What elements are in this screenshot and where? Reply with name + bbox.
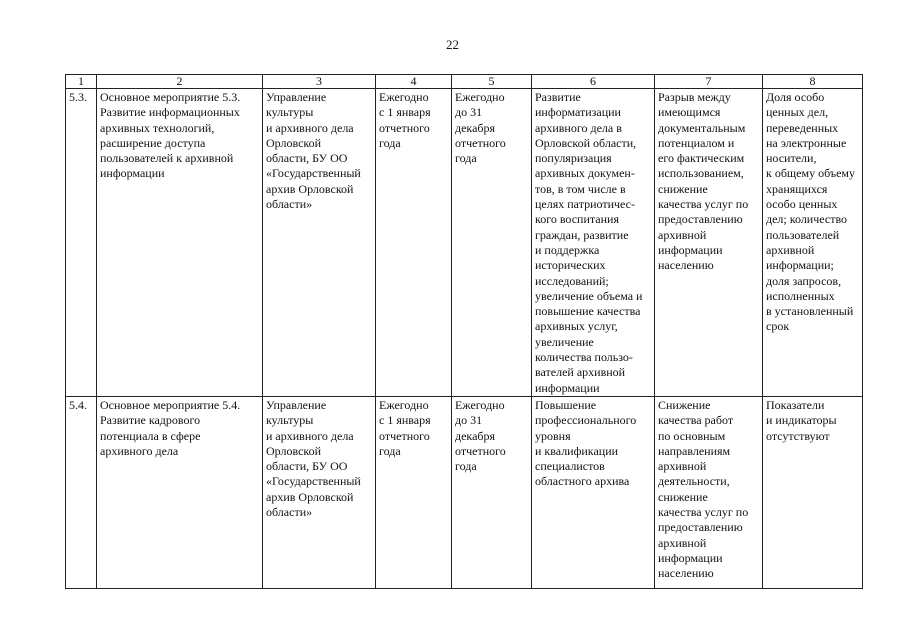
executor-cell: [263, 89, 376, 397]
cell-line: декабря: [455, 428, 496, 443]
cell-line: к общему объему: [766, 166, 856, 181]
start-date-cell: [376, 396, 452, 588]
start-date-cell: [376, 89, 452, 397]
cell-line: повышение качества: [535, 304, 641, 319]
cell-line: архивной: [658, 459, 707, 474]
cell-line: и поддержка: [535, 242, 600, 257]
cell-line: пользователей: [766, 227, 840, 242]
cell-line: до 31: [455, 413, 483, 428]
col-header-2: 2: [97, 75, 263, 89]
cell-line: срок: [766, 319, 790, 334]
cell-line: до 31: [455, 105, 483, 120]
cell-line: Орловской: [266, 135, 322, 150]
cell-line: информации;: [766, 258, 834, 273]
cell-line: информатизации: [535, 105, 621, 120]
cell-line: направлениям: [658, 443, 731, 458]
cell-line: Развитие информационных: [100, 105, 240, 120]
cell-line: населению: [658, 258, 714, 273]
cell-line: года: [379, 443, 401, 458]
cell-line: снижение: [658, 489, 708, 504]
cell-line: Ежегодно: [379, 397, 429, 412]
cell-line: и индикаторы: [766, 413, 837, 428]
cell-line: информации: [100, 166, 165, 181]
cell-line: Разрыв между: [658, 90, 731, 104]
cell-line: архив Орловской: [266, 489, 354, 504]
cell-line: носители,: [766, 151, 817, 166]
cell-line: качества услуг по: [658, 505, 749, 520]
cell-line: архив Орловской: [266, 181, 354, 196]
row-number: 5.4.: [66, 396, 97, 588]
cell-line: культуры: [266, 105, 314, 120]
col-header-7: 7: [655, 75, 763, 89]
cell-line: граждан, развитие: [535, 227, 629, 242]
cell-line: отсутствуют: [766, 428, 830, 443]
cell-line: информации: [658, 242, 723, 257]
row-number: 5.3.: [66, 89, 97, 397]
cell-line: населению: [658, 566, 714, 581]
cell-line: Снижение: [658, 397, 711, 412]
cell-line: Развитие кадрового: [100, 413, 201, 428]
cell-line: особо ценных: [766, 197, 838, 212]
col-header-1: 1: [66, 75, 97, 89]
cell-line: на электронные: [766, 135, 847, 150]
cell-line: использованием,: [658, 166, 744, 181]
cell-line: отчетного: [455, 443, 506, 458]
end-date-cell: [452, 396, 532, 588]
cell-line: архивной: [658, 227, 707, 242]
cell-line: кого воспитания: [535, 212, 619, 227]
cell-line: с 1 января: [379, 413, 431, 428]
expected-result-cell: [532, 89, 655, 397]
cell-line: года: [455, 459, 477, 474]
cell-line: его фактическим: [658, 151, 745, 166]
executor-cell: [263, 396, 376, 588]
col-header-4: 4: [376, 75, 452, 89]
cell-line: области, БУ ОО: [266, 151, 348, 166]
measures-table: [65, 74, 863, 589]
cell-line: Основное мероприятие 5.4.: [100, 397, 241, 412]
cell-line: Основное мероприятие 5.3.: [100, 90, 241, 104]
cell-line: специалистов: [535, 459, 605, 474]
table-row: [66, 396, 863, 588]
cell-line: целях патриотичес-: [535, 197, 635, 212]
cell-line: исследований;: [535, 273, 609, 288]
cell-line: отчетного: [379, 428, 430, 443]
cell-line: деятельности,: [658, 474, 730, 489]
cell-line: ценных дел,: [766, 105, 829, 120]
cell-line: предоставлению: [658, 520, 743, 535]
col-header-5: 5: [452, 75, 532, 89]
page-number: 22: [446, 37, 459, 52]
cell-line: отчетного: [379, 120, 430, 135]
cell-line: области, БУ ОО: [266, 459, 348, 474]
cell-line: Доля особо: [766, 90, 825, 104]
cell-line: дел; количество: [766, 212, 848, 227]
cell-line: снижение: [658, 181, 708, 196]
expected-result-cell: [532, 396, 655, 588]
cell-line: Управление: [266, 90, 327, 104]
cell-line: расширение доступа: [100, 135, 206, 150]
cell-line: потенциалом и: [658, 135, 735, 150]
cell-line: областного архива: [535, 474, 630, 489]
cell-line: Ежегодно: [455, 397, 505, 412]
cell-line: архивной: [658, 535, 707, 550]
cell-line: потенциала в сфере: [100, 428, 201, 443]
cell-line: декабря: [455, 120, 496, 135]
cell-line: Показатели: [766, 397, 825, 412]
cell-line: хранящихся: [766, 181, 828, 196]
measure-name-cell: [97, 396, 263, 588]
end-date-cell: [452, 89, 532, 397]
cell-line: архивных технологий,: [100, 120, 215, 135]
cell-line: Орловской: [266, 443, 322, 458]
indicators-cell: [763, 89, 863, 397]
cell-line: отчетного: [455, 135, 506, 150]
cell-line: увеличение объема и: [535, 288, 643, 303]
cell-line: с 1 января: [379, 105, 431, 120]
cell-line: Орловской области,: [535, 135, 637, 150]
cell-line: архивных услуг,: [535, 319, 618, 334]
cell-line: и квалификации: [535, 443, 619, 458]
cell-line: Управление: [266, 397, 327, 412]
cell-line: тов, в том числе в: [535, 181, 626, 196]
cell-line: Ежегодно: [379, 90, 429, 104]
consequences-cell: [655, 89, 763, 397]
consequences-cell: [655, 396, 763, 588]
indicators-cell: [763, 396, 863, 588]
cell-line: качества услуг по: [658, 197, 749, 212]
cell-line: года: [455, 151, 477, 166]
cell-line: вателей архивной: [535, 365, 626, 380]
cell-line: исполненных: [766, 288, 835, 303]
cell-line: популяризация: [535, 151, 612, 166]
cell-line: и архивного дела: [266, 120, 354, 135]
col-header-3: 3: [263, 75, 376, 89]
cell-line: уровня: [535, 428, 571, 443]
cell-line: исторических: [535, 258, 606, 273]
cell-line: «Государственный: [266, 474, 361, 489]
cell-line: переведенных: [766, 120, 839, 135]
cell-line: культуры: [266, 413, 314, 428]
col-header-8: 8: [763, 75, 863, 89]
cell-line: и архивного дела: [266, 428, 354, 443]
measure-name-cell: [97, 89, 263, 397]
table-row: [66, 89, 863, 397]
cell-line: доля запросов,: [766, 273, 842, 288]
cell-line: архивных докумен-: [535, 166, 635, 181]
cell-line: увеличение: [535, 334, 594, 349]
cell-line: Ежегодно: [455, 90, 505, 104]
cell-line: профессионального: [535, 413, 637, 428]
cell-line: имеющимся: [658, 105, 721, 120]
cell-line: Повышение: [535, 397, 597, 412]
cell-line: документальным: [658, 120, 746, 135]
cell-line: архивного дела: [100, 443, 179, 458]
cell-line: по основным: [658, 428, 726, 443]
cell-line: качества работ: [658, 413, 734, 428]
cell-line: Развитие: [535, 90, 581, 104]
cell-line: архивной: [766, 242, 815, 257]
cell-line: пользователей к архивной: [100, 151, 234, 166]
cell-line: «Государственный: [266, 166, 361, 181]
header-row: [66, 75, 863, 89]
cell-line: архивного дела в: [535, 120, 622, 135]
cell-line: количества пользо-: [535, 350, 633, 365]
cell-line: предоставлению: [658, 212, 743, 227]
col-header-6: 6: [532, 75, 655, 89]
cell-line: в установленный: [766, 304, 854, 319]
cell-line: года: [379, 135, 401, 150]
cell-line: области»: [266, 505, 313, 520]
cell-line: информации: [658, 550, 723, 565]
cell-line: информации: [535, 380, 600, 395]
cell-line: области»: [266, 197, 313, 212]
